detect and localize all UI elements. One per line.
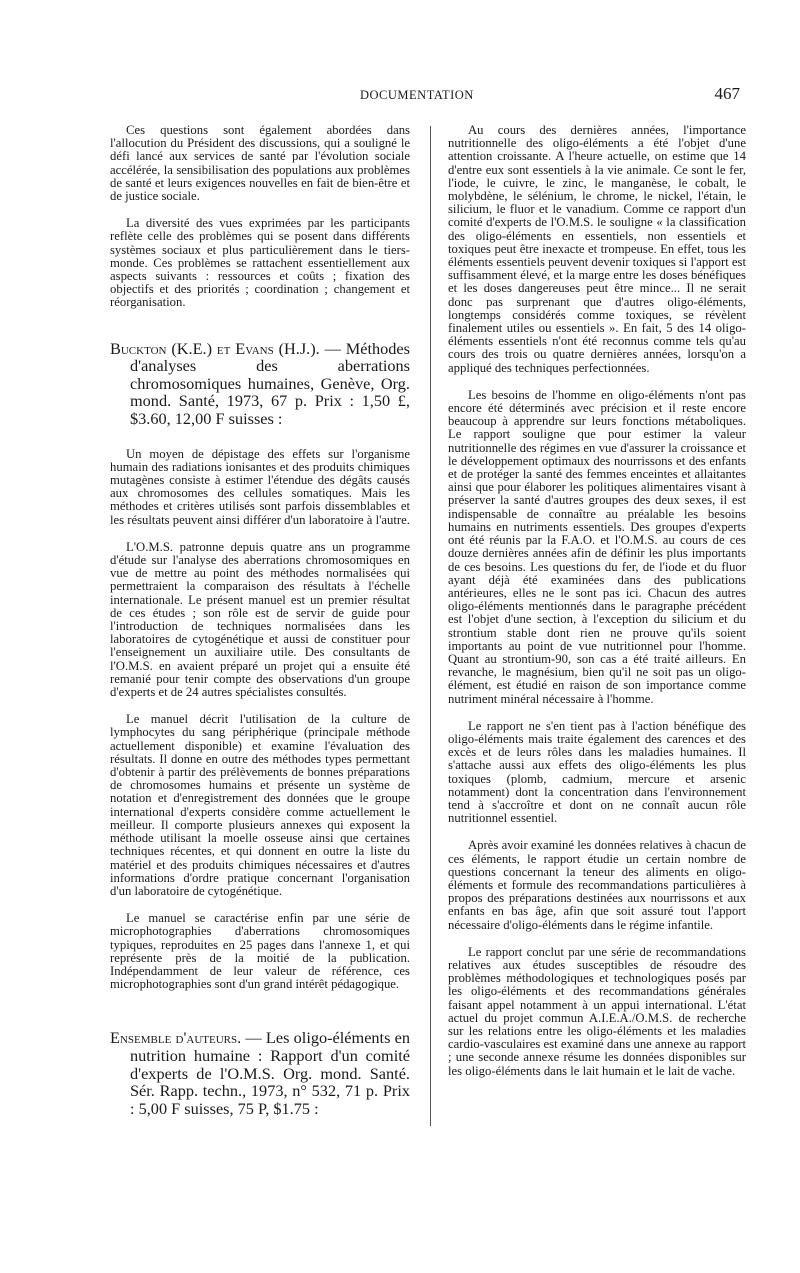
paragraph: Le rapport conclut par une série de recommandations relatives aux études susceptibles de résoudre des problèmes méthodologiques et technologiques posés par les oligo-éléments et des recommandations générales faisant appel notamment à un appui international. L'état actuel du projet commun A.I.E.A./O.M.S. de recherche sur les relations entre les oligo-éléments et les maladies cardio-vasculaires est examiné dans une annexe au rapport ; une seconde annexe résume les données disponibles sur les oligo-éléments dans le lait humain et le lait de vache. bbox=[448, 944, 746, 1078]
paragraph: Les besoins de l'homme en oligo-éléments n'ont pas encore été déterminés avec précision et il reste encore beaucoup à apprendre sur leurs fonctions métaboliques. Le rapport souligne que pour estimer la valeur nutritionnelle des régimes en vue d'assurer la croissance et le développement optimaux des nourrissons et des enfants et de protéger la santé des femmes enceintes et allaitantes ainsi que pour élaborer les politiques alimentaires visant à préserver la santé d'autres groupes des deux sexes, il est indispensable de connaître au préalable les besoins humains en nutriments essentiels. Des groupes d'experts ont été réunis par la F.A.O. et l'O.M.S. au cours de ces douze dernières années afin de définir les plus importants de ces besoins. Les questions du fer, de l'iode et du fluor ayant déjà été examinées dans des publications antérieures, elles ne le sont pas ici. Chacun des autres oligo-éléments mentionnés dans le paragraphe précédent est l'objet d'une section, à l'exception du silicium et du strontium stable dont rien ne prouve qu'ils soient importants au point de vue nutritionnel pour l'homme. Quant au strontium-90, son cas a été traité ailleurs. En revanche, le magnésium, bien qu'il ne soit pas un oligo-élément, est étudié en raison de son importance comme nutriment minéral nécessaire à l'homme. bbox=[448, 387, 746, 706]
reference-authors: Ensemble d'auteurs. bbox=[110, 1028, 242, 1048]
paragraph: Après avoir examiné les données relatives à chacun de ces éléments, le rapport étudie un certain nombre de questions concernant la teneur des aliments en oligo-éléments et formule des recommandations particulières à propos des préparations destinées aux nourrissons et aux enfants en bas âge, afin que soit assuré tout l'apport nécessaire d'oligo-éléments dans le régime infantile. bbox=[448, 838, 746, 932]
running-title: DOCUMENTATION bbox=[360, 88, 474, 102]
paragraph: Au cours des dernières années, l'importance nutritionnelle des oligo-éléments a été l'objet d'une attention croissante. A l'heure actuelle, on estime que 14 d'entre eux sont essentiels à la vie animale. Ce sont le fer, l'iode, le cuivre, le zinc, le manganèse, le cobalt, le molybdène, le sélénium, le chrome, le nickel, l'étain, le silicium, le fluor et le vanadium. Comme ce rapport d'un comité d'experts de l'O.M.S. le souligne « la classification des oligo-éléments en essentiels, non essentiels et toxiques peut être inexacte et trompeuse. En effet, tous les éléments essentiels peuvent devenir toxiques si l'apport est suffisamment élevé, et la marge entre les doses bénéfiques et les doses dangereuses peut être mince... Il ne serait donc pas surprenant que d'autres oligo-éléments, longtemps considérés comme toxiques, se révèlent finalement utiles ou essentiels ». En fait, 5 des 14 oligo-éléments essentiels n'ont été reconnus comme tels qu'au cours des trois ou quatre dernières années, lorsqu'on a appliqué des techniques perfectionnées. bbox=[448, 123, 746, 375]
left-column bbox=[110, 124, 410, 1139]
page-number: 467 bbox=[714, 84, 740, 103]
paragraph: Le rapport ne s'en tient pas à l'action bénéfique des oligo-éléments mais traite également des carences et des excès et de leurs rôles dans les maladies humaines. Il s'attache aussi aux effets des oligo-éléments les plus toxiques (plomb, cadmium, mercure et arsenic notamment) dont la concentration dans l'environnement tend à s'accroître et dont on ne connaît aucun rôle nutritionnel essentiel. bbox=[448, 718, 746, 826]
paragraph: La diversité des vues exprimées par les participants reflète celle des problèmes qui se posent dans différents systèmes sociaux et plus particulièrement dans le tiers-monde. Ces problèmes se rattachent essentiellement aux aspects suivants : ressources et coûts ; fixation des objectifs et des priorités ; coordination ; changement et réorganisation. bbox=[110, 216, 410, 310]
bibliographic-reference bbox=[110, 340, 410, 428]
paragraph: L'O.M.S. patronne depuis quatre ans un programme d'étude sur l'analyse des aberrations chromosomiques en vue de mettre au point des méthodes normalisées qui permettraient la comparaison des résultats à l'échelle internationale. Le présent manuel est un premier résultat de ces études ; son rôle est de servir de guide pour l'introduction de techniques normalisées dans les laboratoires de cytogénétique et aussi de constituer pour l'enseignement un auxiliaire utile. Des consultants de l'O.M.S. en avaient préparé un projet qui a ensuite été remanié pour tenir compte des observations d'un groupe d'experts et de 24 autres spécialistes consultés. bbox=[110, 539, 410, 700]
paragraph: Ces questions sont également abordées dans l'allocution du Président des discussions, qui a souligné le défi lancé aux services de santé par l'évolution sociale accélérée, la sensibilisation des populations aux problèmes de santé et leurs exigences nouvelles en fait de bien-être et de justice sociale. bbox=[110, 123, 410, 204]
paragraph: Un moyen de dépistage des effets sur l'organisme humain des radiations ionisantes et des produits chimiques mutagènes consiste à estimer l'étendue des dégâts causés aux chromosomes des cellules somatiques. Mais les méthodes et critères utilisés sont parfois dissemblables et les résultats peuvent ainsi différer d'un laboratoire à l'autre. bbox=[110, 446, 410, 527]
column-divider bbox=[430, 126, 431, 1126]
paragraph: Le manuel décrit l'utilisation de la culture de lymphocytes du sang périphérique (principale méthode actuellement disponible) et examine l'évaluation des résultats. Il donne en outre des méthodes types permettant d'obtenir à partir des prélèvements de bonnes préparations de chromosomes humains et présente un système de notation et d'enregistrement des données que le groupe international d'experts considère comme actuellement le meilleur. Il comporte plusieurs annexes qui exposent la méthode utilisant la moelle osseuse ainsi que certaines techniques récentes, et qui donnent en outre la liste du matériel et des produits chimiques nécessaires et d'autres informations d'ordre pratique concernant l'organisation d'un laboratoire de cytogénétique. bbox=[110, 712, 410, 898]
reference-text: — Les oligo-éléments en nutrition humaine : Rapport d'un comité d'experts de l'O.M.S. Org. mond. Santé. Sér. Rapp. techn., 1973, n° 532, 71 p. Prix : 5,00 F suisses, 75 P, $1.75 : bbox=[130, 1028, 411, 1118]
paragraph: Le manuel se caractérise enfin par une série de microphotographies d'aberrations chromosomiques typiques, reproduites en 25 pages dans l'annexe 1, et qui représente près de la moitié de la publication. Indépendamment de leur valeur de référence, ces microphotographies sont d'un grand intérêt pédagogique. bbox=[110, 911, 410, 992]
bibliographic-reference bbox=[110, 1029, 410, 1117]
reference-text: — Méthodes d'analyses des aberrations chromosomiques humaines, Genève, Org. mond. Santé, 1973, 67 p. Prix : 1,50 £, $3.60, 12,00 F suisses : bbox=[130, 338, 410, 429]
reference-authors: Buckton (K.E.) et Evans (H.J.). bbox=[110, 338, 320, 358]
right-column bbox=[448, 124, 746, 1092]
page-header bbox=[100, 84, 740, 106]
